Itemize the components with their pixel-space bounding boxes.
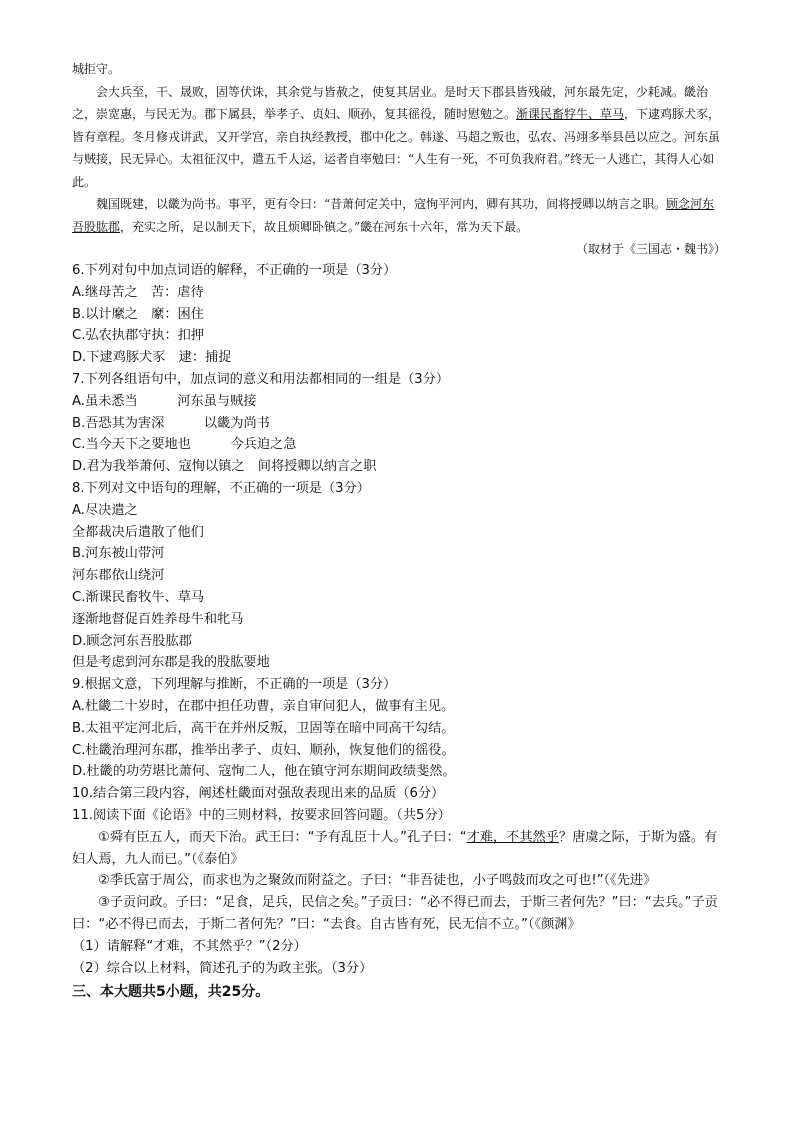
option-d: D.下逮鸡豚犬豕 逮：捕捉 xyxy=(72,350,232,366)
option-c-translation: 逐渐地督促百姓养母牛和牝马 xyxy=(72,611,244,627)
option-d: D.杜畿的功劳堪比萧何、寇恂二人，他在镇守河东期间政绩斐然。 xyxy=(72,764,456,780)
underlined-sentence: 顾念河东吾股肱郡 xyxy=(72,197,715,234)
sub-question-2: （2）综合以上材料，简述孔子的为政主张。（3分） xyxy=(72,960,373,976)
exam-page xyxy=(72,58,726,1003)
passage-paragraph-3: 魏国既建，以畿为尚书。事平，更有令曰：“昔萧何定关中，寇恂平河内，卿有其功，间将授卿以纳言之职。顾念河东吾股肱郡，充实之所，足以制天下，故且烦卿卧镇之。”畿在河东十六年，常为天下最。 xyxy=(72,197,715,234)
underlined-sentence: 渐课民畜牸牛、草马 xyxy=(516,107,625,121)
option-c: C.当今天下之要地也 今兵迫之急 xyxy=(72,437,297,453)
sub-question-1: （1）请解释“才难，不其然乎？”（2分） xyxy=(72,938,307,954)
material-2: ②季氏富于周公，而求也为之聚敛而附益之。子曰：“非吾徒也，小子鸣鼓而攻之可也!”（《先进》 xyxy=(98,873,657,889)
section-heading: 三、本大题共5小题，共25分。 xyxy=(72,984,270,1001)
passage-source: （取材于《三国志・魏书》） xyxy=(575,242,726,256)
question-6 xyxy=(72,260,726,369)
question-stem: 9.根据文意，下列理解与推断，不正确的一项是（3分） xyxy=(72,677,397,693)
underlined-phrase: 才难，不其然乎 xyxy=(466,829,559,845)
option-a: A.杜畿二十岁时，在郡中担任功曹，亲自审问犯人，做事有主见。 xyxy=(72,698,455,714)
option-a: A.尽决遣之 xyxy=(72,502,138,518)
option-b: B.吾恐其为害深 以畿为尚书 xyxy=(72,415,270,431)
question-stem: 6.下列对句中加点词语的解释，不正确的一项是（3分） xyxy=(72,263,397,278)
reading-passage xyxy=(72,58,726,238)
question-11 xyxy=(72,805,726,979)
option-c: C.渐课民畜牧牛、草马 xyxy=(72,589,205,605)
passage-paragraph-2: 会大兵至，干、晟败，固等伏诛，其余党与皆赦之，使复其居业。是时天下郡县皆残破，河东最先定，少耗减。畿治之，崇宽惠，与民无为。郡下属县，举孝子、贞妇、顺孙，复其徭役，随时慰勉之。渐课民畜牸牛、草马，下逮鸡豚犬豕，皆有章程。冬月修戎讲武，又开学宫，亲自执经教授，郡中化之。韩遂、马超之叛也，弘农、冯翊多举县邑以应之。河东虽与贼接，民无异心。太祖征汉中，遣五千人运，运者自率勉曰：“人生有一死，不可负我府君。”终无一人逃亡，其得人心如此。 xyxy=(72,84,721,189)
option-b: B.太祖平定河北后，高干在并州反叛，卫固等在暗中同高干勾结。 xyxy=(72,720,455,736)
question-10: 10.结合第三段内容，阐述杜畿面对强敌表现出来的品质（6分） xyxy=(72,786,445,802)
option-a: A.虽未悉当 河东虽与贼接 xyxy=(72,393,257,409)
question-7 xyxy=(72,369,726,478)
option-b-translation: 河东郡依山绕河 xyxy=(72,568,165,584)
question-8 xyxy=(72,478,726,674)
option-a-translation: 全都裁决后遣散了他们 xyxy=(72,524,204,540)
option-c: C.弘农执郡守执：扣押 xyxy=(72,328,205,344)
option-b: B.以计縻之 縻：困住 xyxy=(72,306,204,322)
option-d: D.君为我举萧何、寇恂以镇之 间将授卿以纳言之职 xyxy=(72,459,377,475)
question-stem: 8.下列对文中语句的理解，不正确的一项是（3分） xyxy=(72,480,370,496)
option-b: B.河东被山带河 xyxy=(72,546,165,562)
passage-line-0: 城拒守。 xyxy=(72,62,121,76)
option-a: A.继母苦之 苦：虐待 xyxy=(72,284,204,300)
option-d-translation: 但是考虑到河东郡是我的股肱要地 xyxy=(72,655,270,671)
question-stem: 11.阅读下面《论语》中的三则材料，按要求回答问题。（共5分） xyxy=(72,807,451,823)
material-1: ①舜有臣五人，而天下治。武王曰：“予有乱臣十人。”孔子曰：“才难，不其然乎？唐虞之际，于斯为盛。有妇人焉，九人而已。”（《泰伯》 xyxy=(72,829,718,867)
option-d: D.顾念河东吾股肱郡 xyxy=(72,633,192,649)
question-stem: 7.下列各组语句中，加点词的意义和用法都相同的一组是（3分） xyxy=(72,371,450,387)
question-9 xyxy=(72,674,726,783)
material-3: ③子贡问政。子曰：“足食，足兵，民信之矣。”子贡曰：“必不得已而去，于斯三者何先？”曰：“去兵。”子贡曰：“必不得已而去，于斯二者何先？”曰：“去食。自古皆有死，民无信不立。”（《颜渊》 xyxy=(72,895,718,932)
option-c: C.杜畿治理河东郡，推举出孝子、贞妇、顺孙，恢复他们的徭役。 xyxy=(72,742,455,758)
